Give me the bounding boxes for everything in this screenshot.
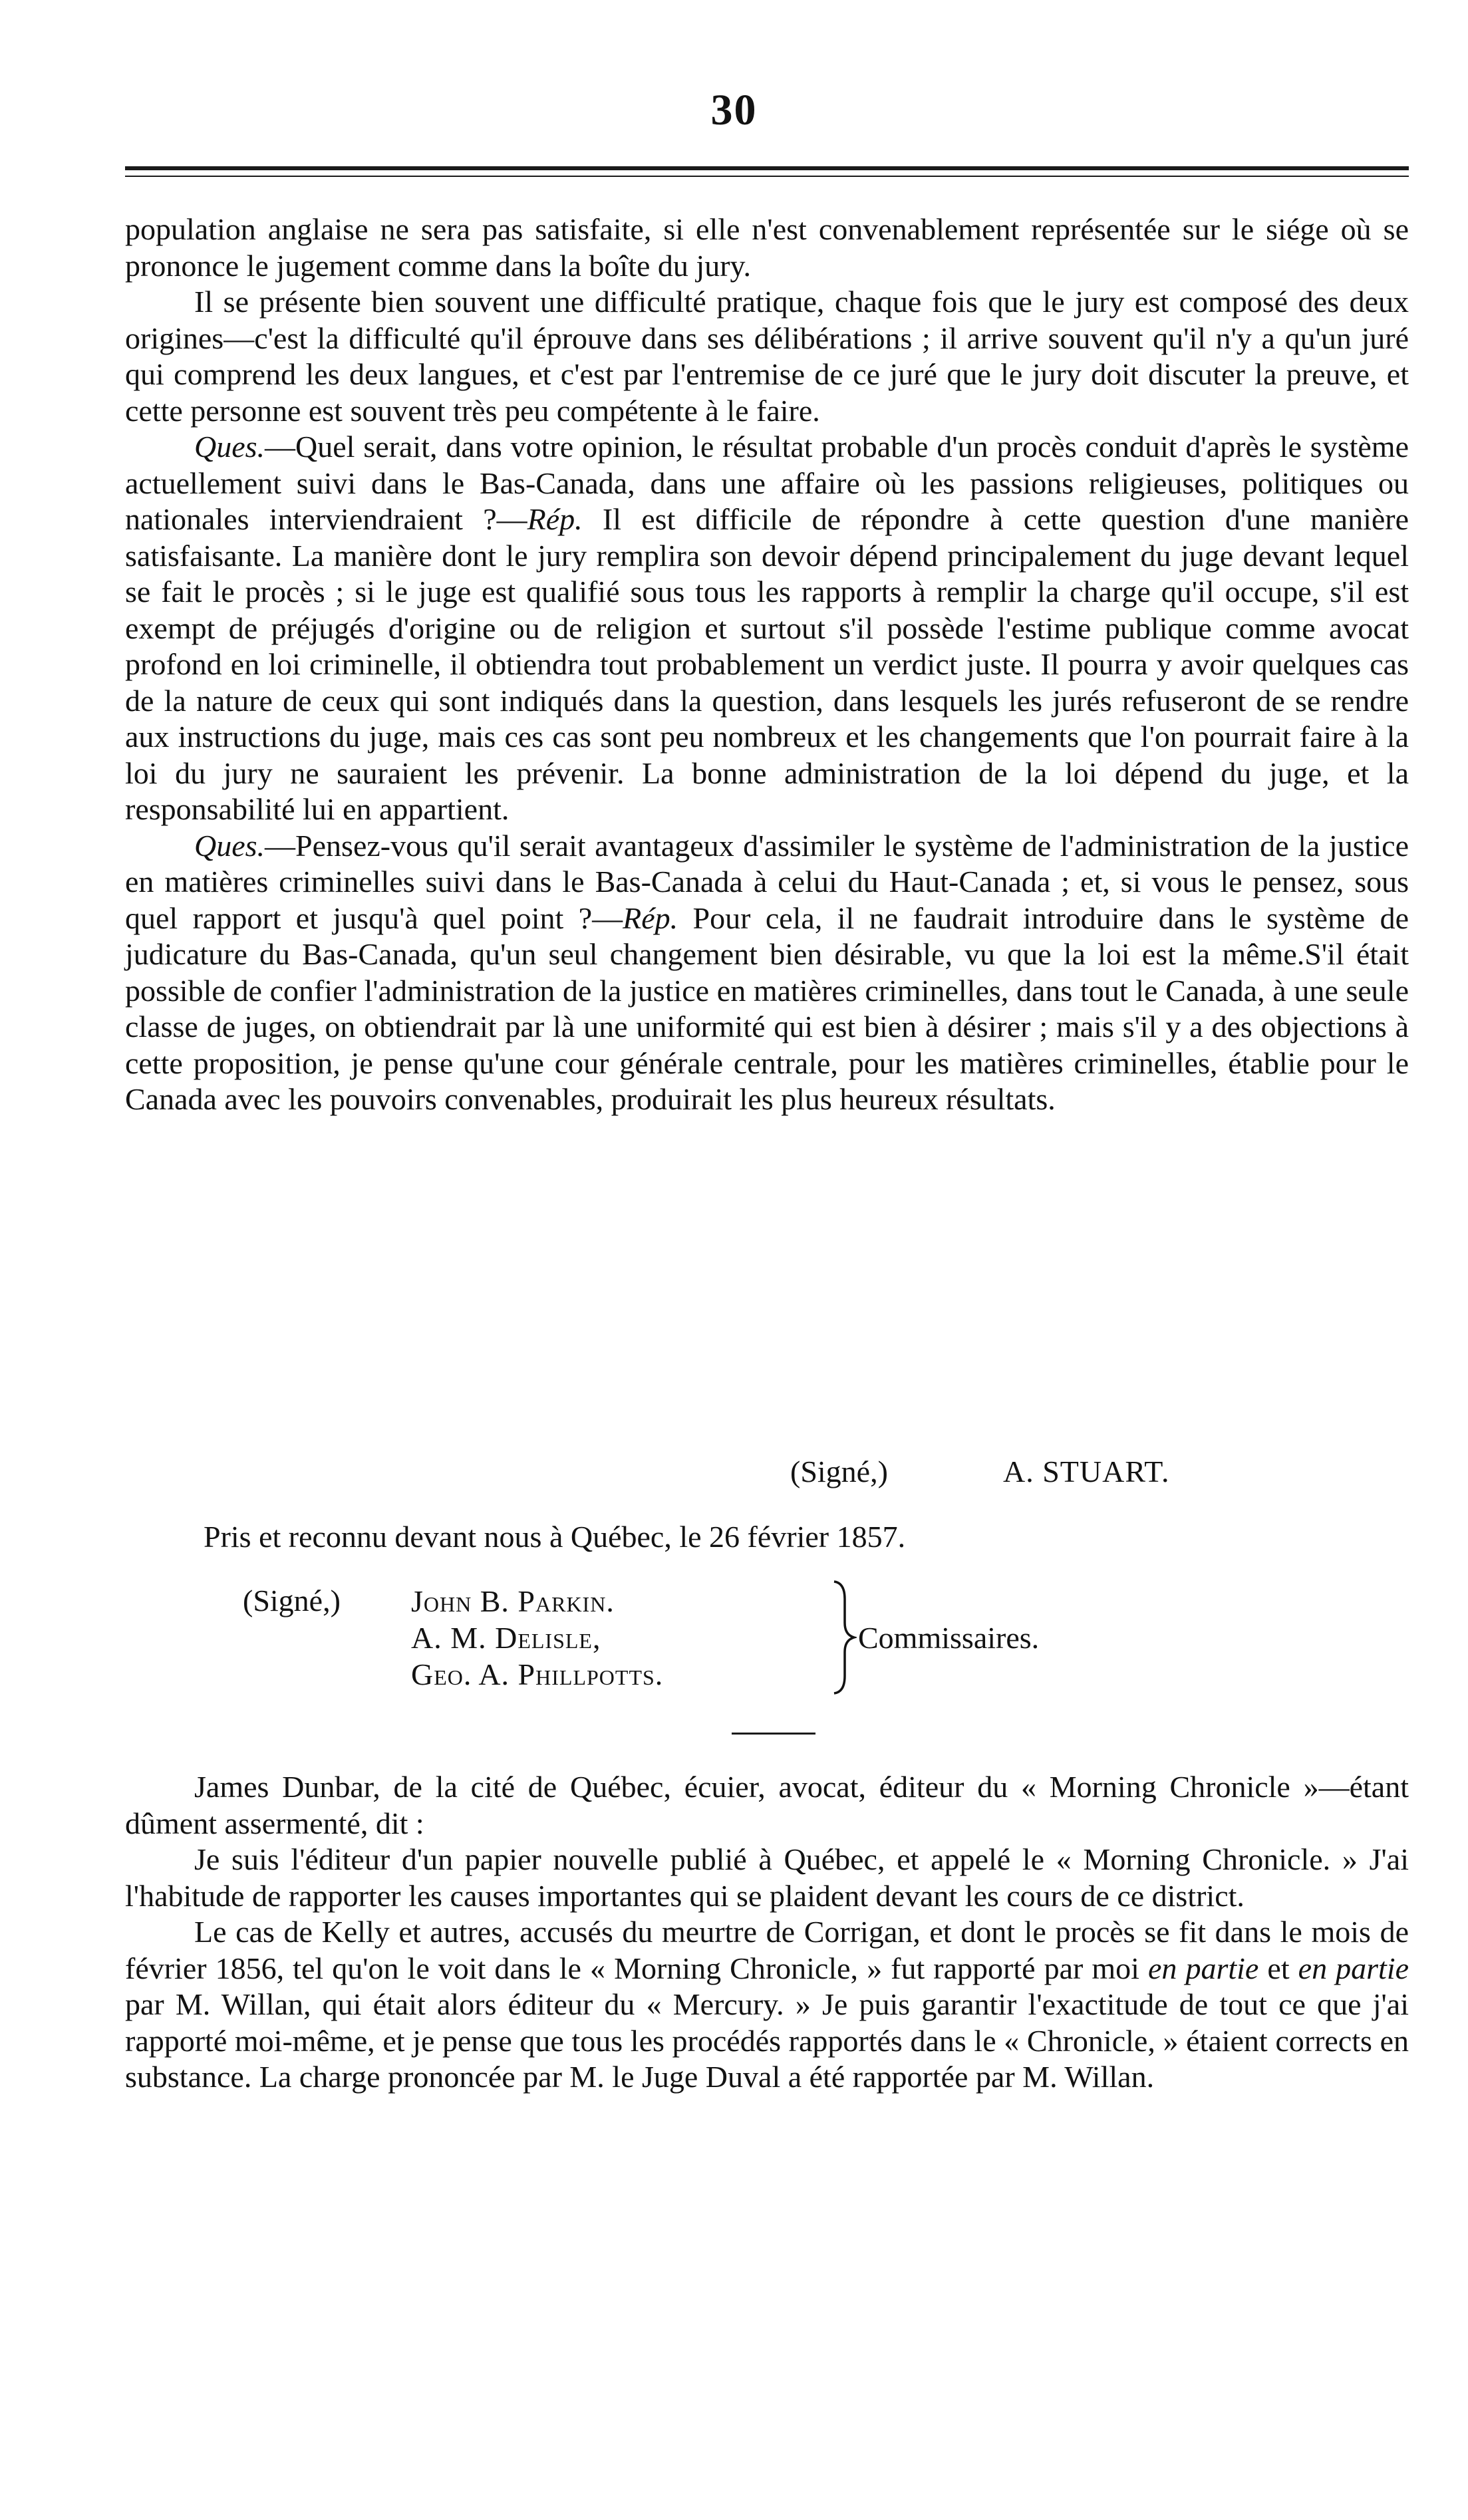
rep-label: Rép. [527,502,583,536]
emphasis: en partie [1148,1951,1259,1985]
header-rule-thin [125,176,1409,177]
commissioner-name: A. M. Delisle, [411,1621,601,1655]
commissioner-name: Geo. A. Phillpotts. [411,1657,664,1691]
signe-label: (Signé,) [790,1455,888,1488]
attestation-line: Pris et reconnu devant nous à Québec, le 26 février 1857. [204,1520,906,1554]
ques-label: Ques. [194,828,265,863]
paragraph-question-1 [125,429,1409,828]
paragraph-continuation: population anglaise ne sera pas satisfaite, si elle n'est convenablement représentée sur le siége où se prononce le jugement comme dans la boîte du jury. [125,212,1409,283]
commissioners-block [0,1583,1468,1703]
dunbar-intro: James Dunbar, de la cité de Québec, écuier, avocat, éditeur du « Morning Chronicle »—étant dûment assermenté, dit : [125,1770,1409,1840]
commissioner-name: John B. Parkin. [411,1584,615,1618]
testimony-body [125,211,1409,1118]
answer-text: Il est difficile de répondre à cette question d'une manière satisfaisante. La manière dont le jury remplira son devoir dépend principalement du juge devant lequel se fait le procès ; si le juge est qualifié sous tous les rapports à remplir la charge qu'il occupe, s'il est exempt de préjugés d'origine ou de religion et surtout s'il possède l'estime publique comme avocat profond en loi criminelle, il obtiendra tout probablement un verdict juste. Il pourra y avoir quelques cas de la nature de ceux qui sont indiqués dans la question, dans lesquels les jurés refuseront de se rendre aux instructions du juge, mais ces cas sont peu nombreux et les changements que l'on pourrait faire à la loi du jury ne sauraient les prévenir. La bonne administration de la loi dépend du juge, et la responsabilité lui en appartient. [125,502,1409,826]
signatory-name: A. STUART. [1003,1455,1170,1488]
signe-label: (Signé,) [243,1584,341,1617]
dunbar-paragraph-2 [125,1914,1409,2096]
right-brace-icon [830,1579,857,1696]
paragraph-question-2 [125,828,1409,1118]
dunbar-paragraph-1: Je suis l'éditeur d'un papier nouvelle publié à Québec, et appelé le « Morning Chronicle. » J'ai l'habitude de rapporter les causes importantes qui se plaident devant les cours de ce district. [125,1842,1409,1913]
commissioner-names [411,1583,663,1693]
ques-label: Ques. [194,430,265,464]
text-run: Le cas de Kelly et autres, accusés du meurtre de Corrigan, et dont le procès se fit dans le mois de février 1856, tel qu'on le voit dans le « Morning Chronicle, » fut rapporté par moi [125,1915,1409,1985]
question-text: —Pensez-vous qu'il serait avantageux d'assimiler le système de l'administration de la justice en matières criminelles suivi dans le Bas-Canada à celui du Haut-Canada ; et, si vous le pensez, sous quel rapport et jusqu'à quel point ?— [125,828,1409,935]
commissioners-role: Commissaires. [858,1621,1040,1655]
answer-text: Pour cela, il ne faudrait introduire dans le système de judicature du Bas-Canada, qu'un seul changement bien désirable, vu que la loi est la même.S'il était possible de confier l'administration de la justice en matières criminelles, dans tout le Canada, à une seule classe de juges, on obtiendrait par là une uniformité qui est bien à désirer ; mais s'il y a des objections à cette proposition, je pense qu'une cour générale centrale, pour les matières criminelles, établie pour le Canada avec les pouvoirs convenables, produirait les plus heureux résultats. [125,901,1409,1116]
header-rule [125,166,1409,170]
dunbar-testimony [125,1769,1409,2096]
text-run: par M. Willan, qui était alors éditeur du « Mercury. » Je puis garantir l'exactitude de tout ce que j'ai rapporté moi-même, et je pense que tous les procédés rapportés dans le « Chronicle, » étaient corrects en substance. La charge prononcée par M. le Juge Duval a été rapportée par M. Willan. [125,1987,1409,2094]
signature-line [0,1454,1468,1494]
section-divider [732,1733,815,1735]
emphasis: en partie [1298,1951,1409,1985]
paragraph-difficulty: Il se présente bien souvent une difficulté pratique, chaque fois que le jury est composé des deux origines—c'est la difficulté qu'il éprouve dans ses délibérations ; il arrive souvent qu'il n'y a qu'un juré qui comprend les deux langues, et c'est par l'entremise de ce juré que le jury doit discuter la preuve, et cette personne est souvent très peu compétente à le faire. [125,285,1409,428]
question-text: —Quel serait, dans votre opinion, le résultat probable d'un procès conduit d'après le système actuellement suivi dans le Bas-Canada, dans une affaire où les passions religieuses, politiques ou nationales interviendraient ?— [125,430,1409,536]
rep-label: Rép. [623,901,678,935]
page-number: 30 [710,86,758,134]
text-run: et [1258,1951,1298,1985]
